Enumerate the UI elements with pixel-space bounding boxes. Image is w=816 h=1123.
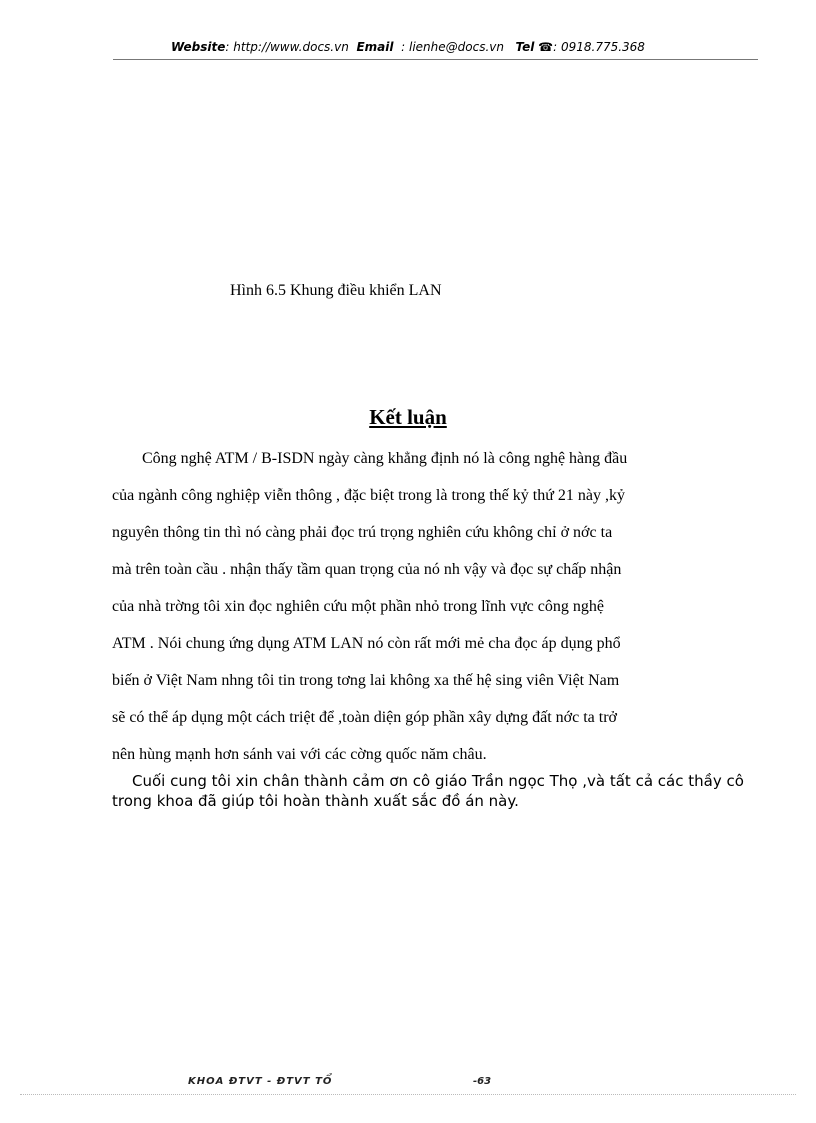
email-label: Email [356, 40, 394, 54]
body-line: nguyên thông tin thì nó càng phải đọc trú trọng nghiên cứu không chỉ ở nớc ta [112, 524, 613, 541]
section-heading: Kết luận [369, 405, 447, 429]
page-number: -63 [473, 1076, 492, 1087]
website-value: : http://www.docs.vn [225, 40, 349, 54]
header-divider [113, 59, 758, 60]
body-line: biến ở Việt Nam nhng tôi tin trong tơng lai không xa thế hệ sing viên Việt Nam [112, 672, 620, 689]
website-label: Website [171, 40, 226, 54]
closing-paragraph [112, 771, 762, 811]
body-line: của ngành công nghiệp viễn thông , đặc biệt trong là trong thế kỷ thứ 21 này ,kỷ [112, 487, 625, 504]
closing-line: trong khoa đã giúp tôi hoàn thành xuất sắc đồ án này. [112, 792, 519, 810]
body-line: ATM . Nói chung ứng dụng ATM LAN nó còn rất mới mẻ cha đọc áp dụng phổ [112, 635, 621, 652]
body-line: sẽ có thể áp dụng một cách triệt để ,toàn diện góp phần xây dựng đất nớc ta trở [112, 709, 617, 726]
tel-label: Tel [515, 40, 535, 54]
body-line: Công nghệ ATM / B-ISDN ngày càng khẳng định nó là công nghệ hàng đầu [142, 450, 628, 467]
conclusion-body [112, 440, 737, 773]
body-line: mà trên toàn cầu . nhận thấy tầm quan trọng của nó nh vậy và đọc sự chấp nhận [112, 561, 622, 578]
footer-department: KHOA ĐTVT - ĐTVT TỔ [188, 1076, 333, 1087]
footer-divider [20, 1094, 796, 1095]
body-line: của nhà trờng tôi xin đọc nghiên cứu một phần nhỏ trong lĩnh vực công nghệ [112, 598, 604, 615]
body-line: nên hùng mạnh hơn sánh vai với các cờng quốc năm châu. [112, 746, 487, 763]
page-header [0, 40, 816, 54]
figure-caption: Hình 6.5 Khung điều khiển LAN [230, 282, 442, 299]
email-value: : lienhe@docs.vn [401, 40, 504, 54]
tel-value: : 0918.775.368 [553, 40, 645, 54]
closing-line: Cuối cung tôi xin chân thành cảm ơn cô giáo Trần ngọc Thọ ,và tất cả các thầy cô [132, 772, 744, 790]
phone-icon: ☎ [538, 40, 554, 54]
